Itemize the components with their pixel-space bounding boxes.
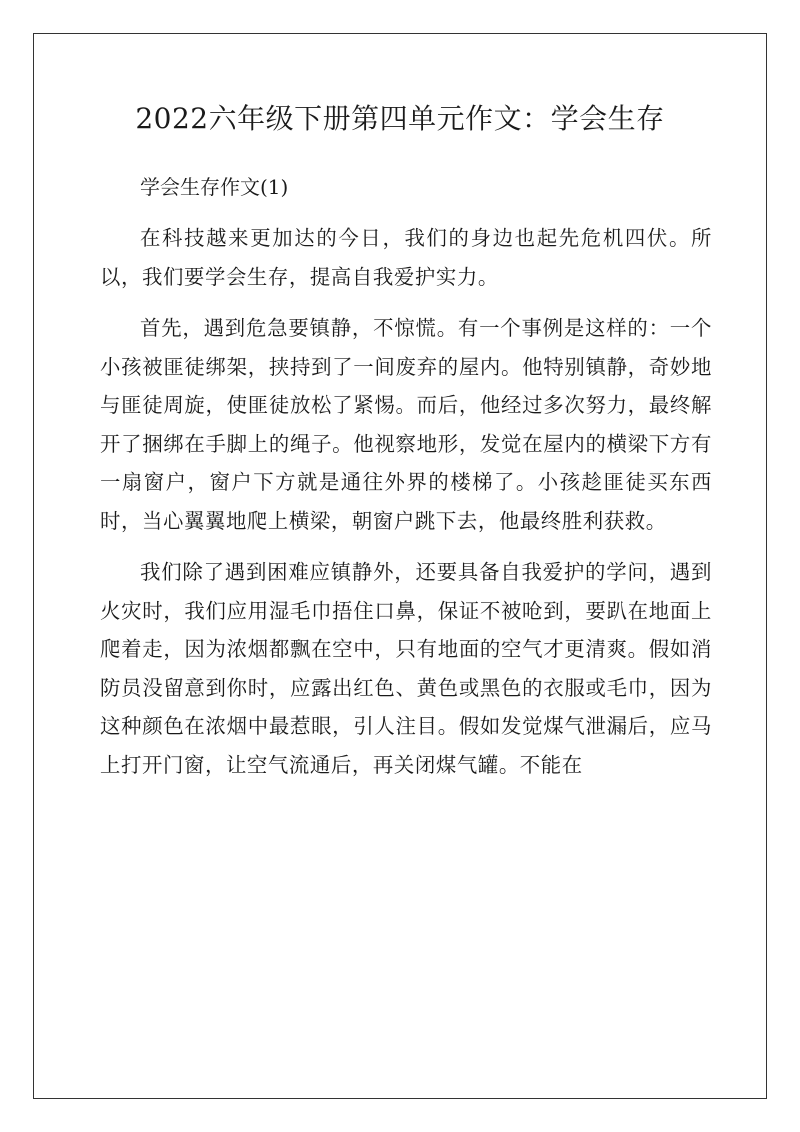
paragraph-2: 首先，遇到危急要镇静，不惊慌。有一个事例是这样的：一个小孩被匪徒绑架，挟持到了一间废弃的屋内。他特别镇静，奇妙地与匪徒周旋，使匪徒放松了紧惕。而后，他经过多次努力，最终解开了捆绑在手脚上的绳子。他视察地形，发觉在屋内的横梁下方有一扇窗户，窗户下方就是通往外界的楼梯了。小孩趁匪徒买东西时，当心翼翼地爬上横梁，朝窗户跳下去，他最终胜利获救。 — [100, 316, 712, 533]
paragraph-spacer — [100, 206, 712, 219]
paragraph-3: 我们除了遇到困难应镇静外，还要具备自我爱护的学问，遇到火灾时，我们应用湿毛巾捂住口鼻，保证不被呛到，要趴在地面上爬着走，因为浓烟都飘在空中，只有地面的空气才更清爽。假如消防员没留意到你时，应露出红色、黄色或黑色的衣服或毛巾，因为这种颜色在浓烟中最惹眼，引人注目。假如发觉煤气泄漏后，应马上打开门窗，让空气流通后，再关闭煤气罐。不能在 — [100, 560, 712, 777]
section-subtitle: 学会生存作文(1) — [140, 175, 289, 199]
document-title: 2022六年级下册第四单元作文：学会生存 — [135, 102, 665, 135]
paragraph-1: 在科技越来更加达的今日，我们的身边也起先危机四伏。所以，我们要学会生存，提高自我爱护实力。 — [100, 226, 712, 289]
paragraph-spacer — [100, 540, 712, 553]
document-body — [100, 168, 712, 784]
paragraph-spacer — [100, 296, 712, 309]
